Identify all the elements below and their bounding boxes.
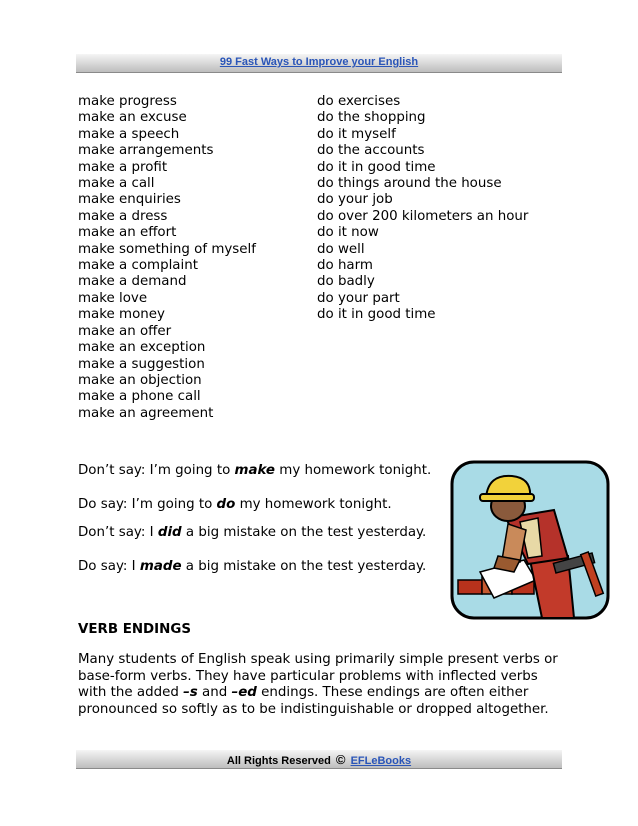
header-title-link[interactable]: 99 Fast Ways to Improve your English: [219, 56, 419, 68]
example-sentence: [78, 525, 426, 540]
do-list-item: do well: [317, 241, 365, 257]
make-list-item: make money: [78, 307, 165, 323]
example-text: a big mistake on the test yesterday.: [181, 525, 427, 540]
do-list-item: do it in good time: [317, 159, 436, 175]
suffix-s: –s: [183, 685, 198, 701]
paragraph-text: endings. These endings are often either pronounced so softly as to be indistinguishable or dropped altogether.: [78, 685, 549, 717]
do-list-item: do the accounts: [317, 143, 425, 159]
do-list-item: do badly: [317, 274, 375, 290]
footer-bar: [76, 750, 562, 769]
example-sentence: [78, 463, 431, 478]
footer-brand-link[interactable]: EFLeBooks: [350, 755, 412, 767]
construction-worker-illustration: [450, 460, 610, 620]
example-keyword: made: [139, 559, 182, 574]
do-list-item: do over 200 kilometers an hour: [317, 208, 529, 224]
example-keyword: do: [216, 497, 236, 512]
example-keyword: did: [157, 525, 182, 540]
make-collocations-list: [78, 94, 256, 422]
make-list-item: make love: [78, 290, 148, 306]
make-list-item: make arrangements: [78, 143, 214, 159]
make-list-item: make a complaint: [78, 258, 198, 274]
example-text: my homework tonight.: [235, 497, 392, 512]
header-bar: [76, 54, 562, 73]
make-list-item: make a suggestion: [78, 356, 205, 372]
make-list-item: make a dress: [78, 208, 168, 224]
section-heading: VERB ENDINGS: [78, 622, 191, 637]
do-list-item: do the shopping: [317, 110, 426, 126]
make-list-item: make an agreement: [78, 405, 214, 421]
example-text: Don’t say: I’m going to: [78, 463, 235, 478]
section-paragraph: [78, 652, 558, 718]
example-text: Don’t say: I: [78, 525, 158, 540]
do-list-item: do it myself: [317, 126, 396, 142]
suffix-ed: –ed: [231, 685, 257, 701]
do-list-item: do your job: [317, 192, 393, 208]
do-list-item: do it in good time: [317, 307, 436, 323]
make-list-item: make enquiries: [78, 192, 181, 208]
make-list-item: make a profit: [78, 159, 168, 175]
do-list-item: do harm: [317, 258, 373, 274]
make-list-item: make a call: [78, 176, 155, 192]
make-list-item: make an objection: [78, 372, 202, 388]
example-sentence: [78, 497, 392, 512]
make-list-item: make an exception: [78, 340, 206, 356]
example-keyword: make: [234, 463, 276, 478]
example-text: Do say: I’m going to: [78, 497, 217, 512]
do-collocations-list: [317, 94, 528, 324]
example-sentence: [78, 559, 426, 574]
paragraph-text: and: [197, 685, 232, 701]
example-text: a big mistake on the test yesterday.: [181, 559, 427, 574]
example-text: my homework tonight.: [275, 463, 432, 478]
paragraph-text: Many students of English speak using primarily simple present verbs or base-form verbs. They have particular problems with inflected verbs with the added: [78, 652, 558, 701]
example-text: Do say: I: [78, 559, 140, 574]
make-list-item: make a speech: [78, 126, 180, 142]
make-list-item: make a demand: [78, 274, 187, 290]
copyright-symbol: ©: [335, 752, 346, 767]
do-list-item: do your part: [317, 290, 400, 306]
make-list-item: make progress: [78, 94, 177, 109]
make-list-item: make an offer: [78, 323, 172, 339]
make-list-item: make an effort: [78, 225, 177, 241]
footer-rights: All Rights Reserved: [226, 755, 331, 767]
make-list-item: make a phone call: [78, 389, 201, 405]
make-list-item: make something of myself: [78, 241, 256, 257]
make-list-item: make an excuse: [78, 110, 187, 126]
do-list-item: do things around the house: [317, 176, 502, 192]
do-list-item: do exercises: [317, 94, 401, 109]
do-list-item: do it now: [317, 225, 379, 241]
